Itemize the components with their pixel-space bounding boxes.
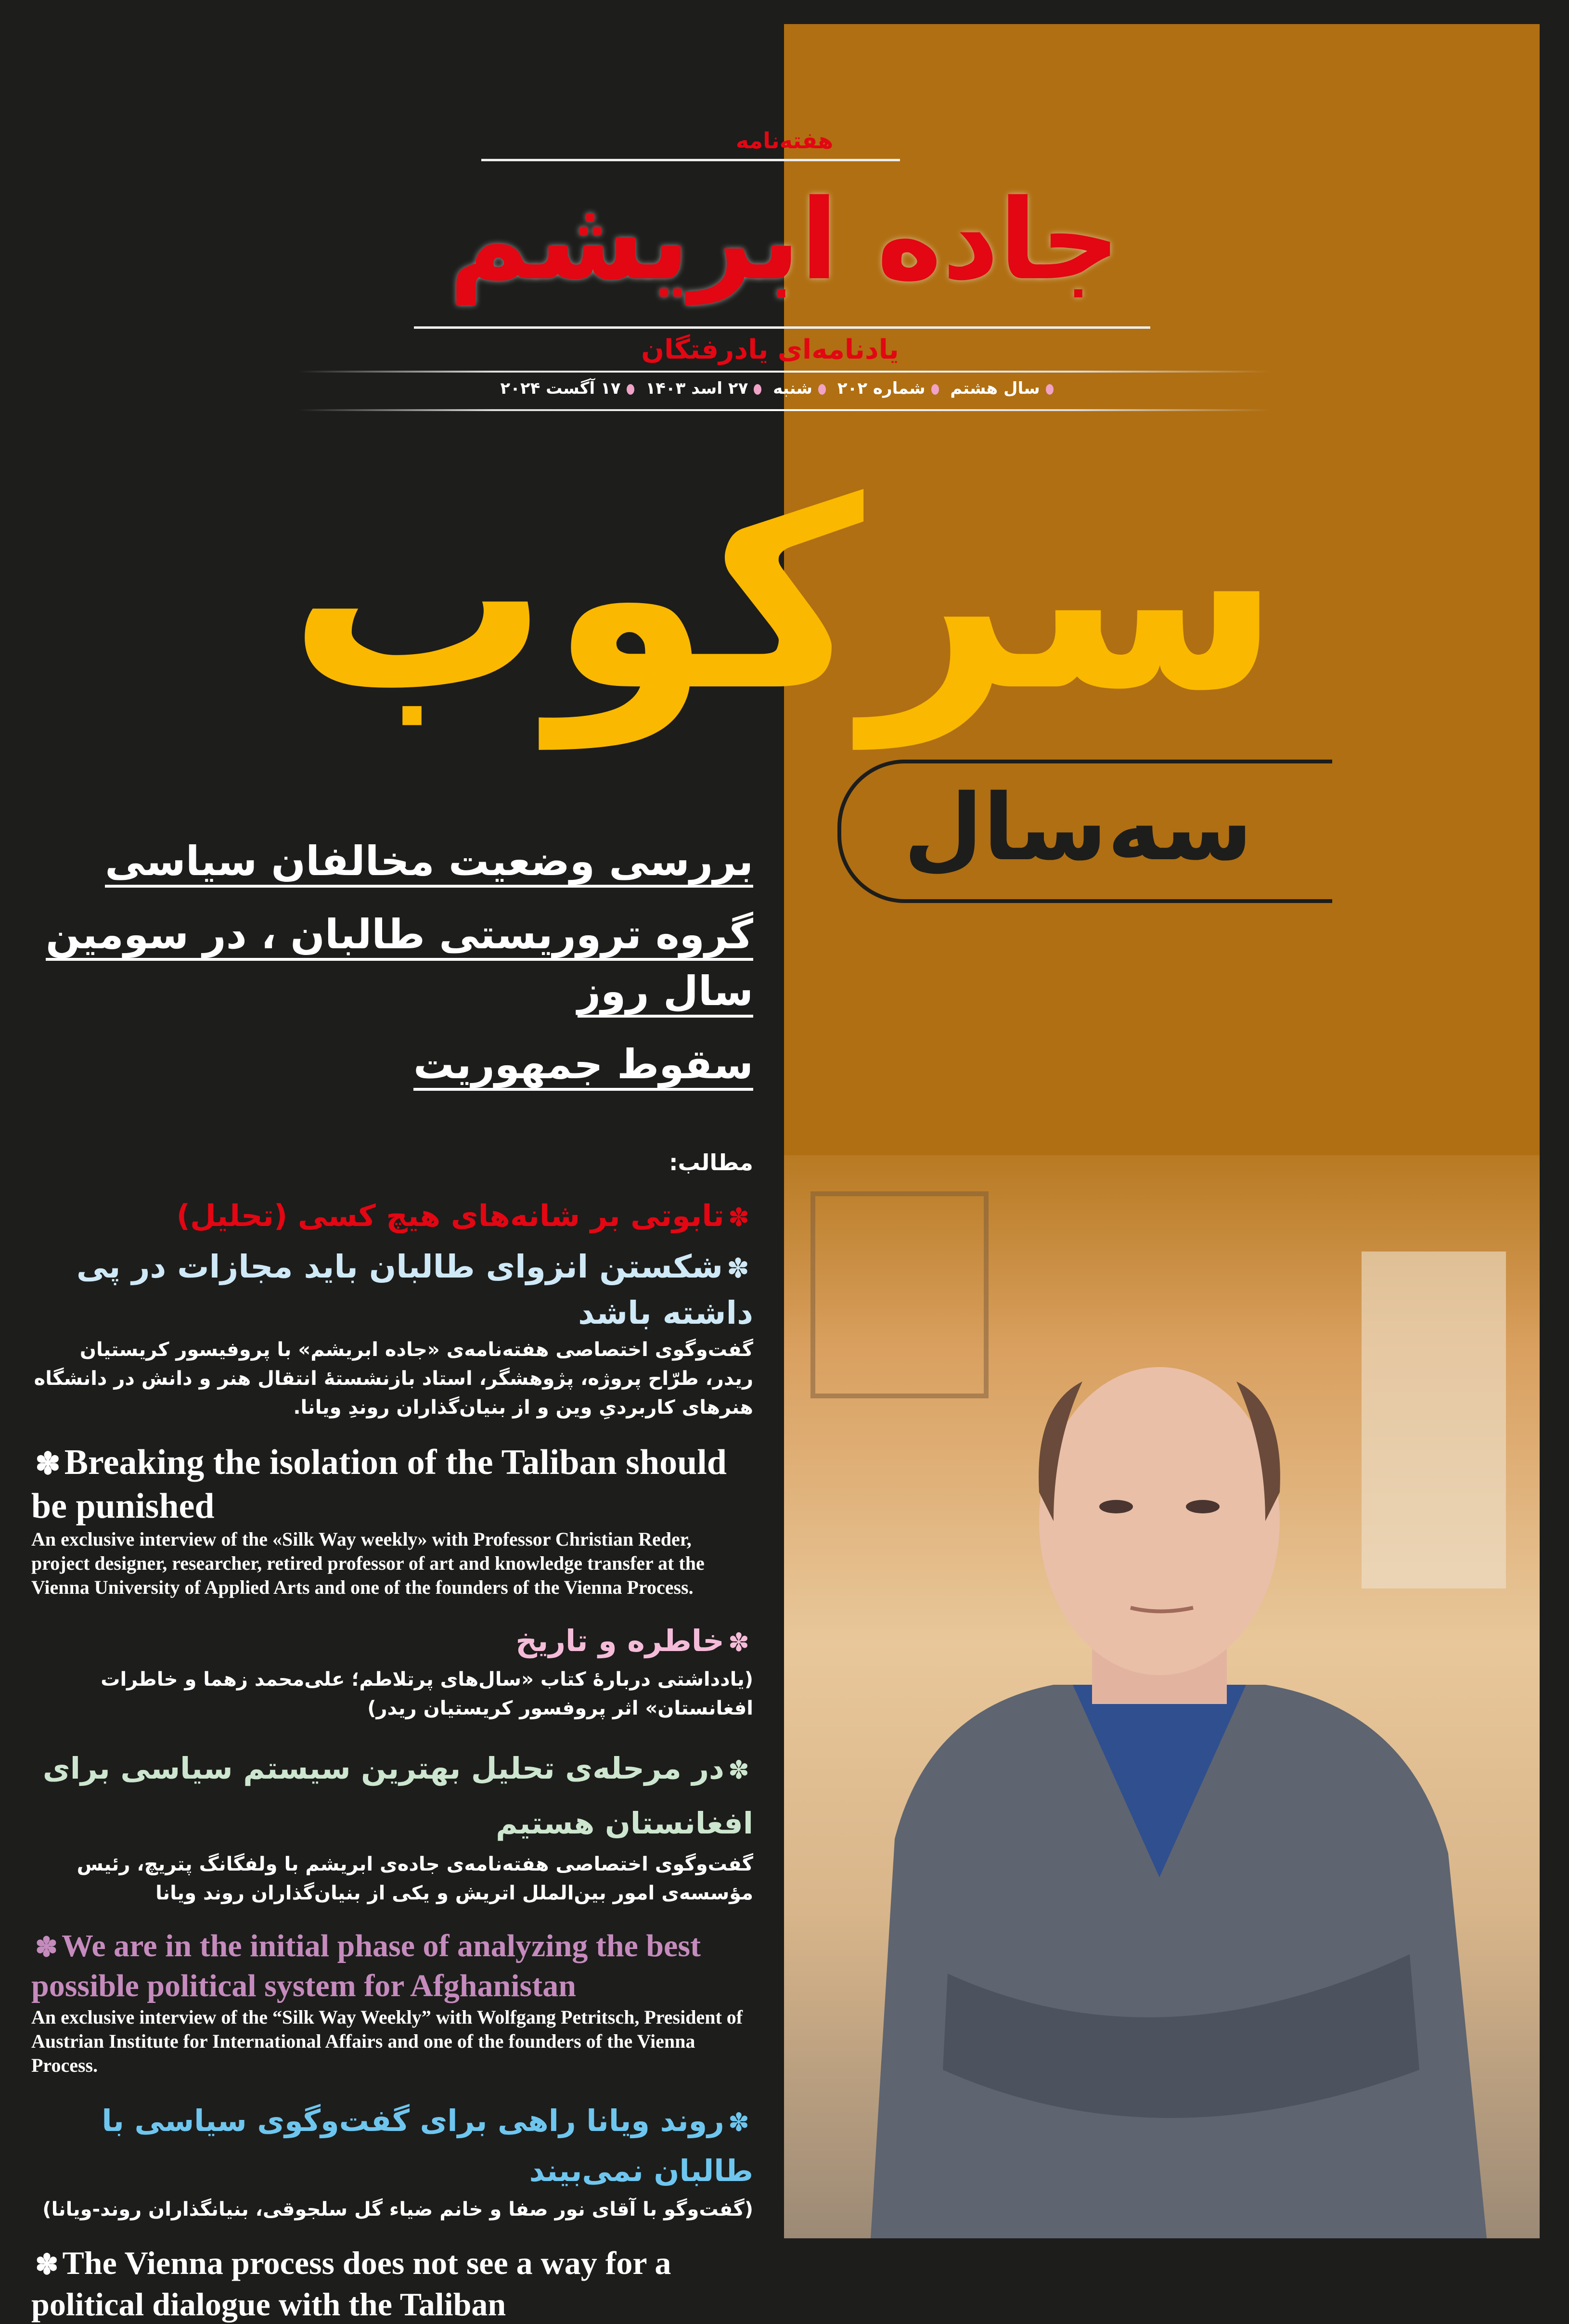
contents-item[interactable] [31, 1441, 753, 1527]
portrait-illustration [784, 1155, 1540, 2238]
item-title: Breaking the isolation of the Taliban should be punished [31, 1443, 727, 1526]
subheading-line: گروه تروریستی طالبان ، در سومین سال روز [46, 911, 753, 1018]
contents-label: مطالب: [669, 1149, 753, 1175]
gregorian-date: ۱۷ آگست ۲۰۲۴ [500, 379, 621, 398]
contents-item[interactable] [31, 2243, 753, 2324]
contents-list [31, 1146, 753, 2324]
contents-item[interactable] [31, 1245, 753, 1335]
dateline [298, 376, 1261, 400]
masthead-subtitle: یادنامه‌ای یادرفتگان [641, 334, 899, 365]
three-years-title: سه‌سال [903, 775, 1253, 881]
item-summary: گفت‌وگوی اختصاصی هفته‌نامه‌ی «جاده ابریشم» با پروفیسور کریستیان ریدر، طرّاح پروژه، پژوهشگر، استاد بازنشستهٔ انتقال هنر و دانش در دانشگاه هنرهای کاربردیِ وین و از بنیان‌گذاران روندِ ویانا. [34, 1339, 753, 1419]
masthead-logo: جاده ابریشم [449, 176, 1120, 305]
item-summary: (گفت‌وگو با آقای نور صفا و خانم ضیاء گل سلجوقی، بنیانگذاران روند-ویانا) [42, 2198, 753, 2221]
divider [298, 409, 1271, 411]
item-title: We are in the initial phase of analyzing the best possible political system for Afghanistan [31, 1928, 701, 2003]
contents-item[interactable] [31, 2097, 753, 2195]
solar-date: ۲۷ اسد ۱۴۰۳ [645, 379, 748, 398]
item-summary: گفت‌وگوی اختصاصی هفته‌نامه‌ی جاده‌ی ابریشم با ولفگانگ پتریچ، رئیس مؤسسه‌ی امور بین‌الملل اتریش و یکی از بنیان‌گذاران روند ویانا [77, 1853, 753, 1904]
flower-icon: ✽ [728, 1203, 749, 1232]
left-column [24, 833, 753, 2324]
subheading-row [24, 833, 753, 890]
flower-icon: ✽ [726, 1253, 749, 1284]
item-title: خاطره و تاریخ [515, 1623, 724, 1658]
flower-icon: ✽ [728, 1628, 749, 1657]
issue-number: شماره ۲۰۲ [837, 379, 926, 398]
volume: سال هشتم [950, 379, 1040, 398]
subheading-line: سقوط جمهوریت [413, 1041, 753, 1091]
masthead-kicker: هفته‌نامه [735, 128, 834, 154]
item-title: در مرحله‌ی تحلیل بهترین سیستم سیاسی برای افغانستان هستیم [42, 1751, 753, 1841]
flower-icon: ✽ [728, 2108, 749, 2137]
contents-item[interactable] [31, 1194, 753, 1240]
bullet-dot [931, 384, 939, 395]
item-summary: An exclusive interview of the “Silk Way Weekly” with Wolfgang Petritsch, President of Austrian Institute for International Affairs and one of the founders of the Vienna Process. [31, 2006, 743, 2076]
item-summary: (یادداشتی دربارهٔ کتاب «سال‌های پرتلاطم؛ علی‌محمد زهما و خاطرات افغانستان» اثر پروفسور کریستیان ریدر) [101, 1668, 753, 1719]
item-title: شکستن انزوای طالبان باید مجازات در پی داشته باشد [76, 1248, 753, 1331]
cover-headline: سرکوب [288, 446, 1281, 748]
item-summary: An exclusive interview of the «Silk Way weekly» with Professor Christian Reder, project designer, researcher, retired professor of art and knowledge transfer at the Vienna University of Applied Arts and one of the founders of the Vienna Process. [31, 1528, 705, 1598]
contents-item[interactable] [31, 1927, 753, 2005]
subheading-row [24, 906, 753, 1020]
weekday: شنبه [773, 379, 812, 398]
divider [481, 159, 900, 161]
flower-icon: ✽ [35, 1933, 58, 1962]
item-title: تابوتی بر شانه‌های هیچ کسی (تحلیل) [176, 1198, 724, 1233]
divider [298, 371, 1271, 373]
flower-icon: ✽ [35, 1447, 61, 1481]
flower-icon: ✽ [728, 1756, 749, 1785]
bullet-dot [818, 384, 826, 395]
bullet-dot [1046, 384, 1054, 395]
subheading-line: بررسی وضعیت مخالفان سیاسی [105, 838, 753, 888]
item-title: The Vienna process does not see a way for a political dialogue with the Taliban [31, 2245, 671, 2323]
bullet-dot [627, 384, 634, 395]
subheading-row [24, 1036, 753, 1093]
bullet-dot [754, 384, 761, 395]
contents-item[interactable] [31, 1619, 753, 1665]
flower-icon: ✽ [35, 2249, 59, 2280]
item-title: روند ویانا راهی برای گفت‌وگوی سیاسی با طالبان نمی‌بیند [102, 2103, 753, 2188]
cover-photo-professor [784, 1155, 1540, 2238]
divider [414, 326, 1150, 329]
contents-item[interactable] [31, 1742, 753, 1850]
